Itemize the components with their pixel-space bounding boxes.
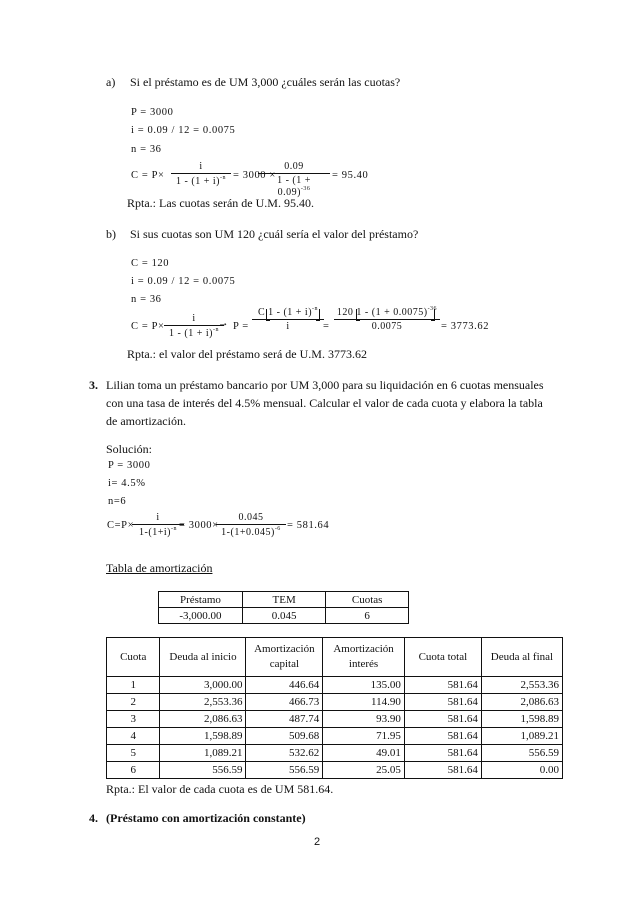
part-b-i-line: i = 0.09 / 12 = 0.0075 [131,276,236,287]
fraction-numerator: i [192,313,196,324]
amortization-header-cell: Amortización capital [246,638,323,677]
summary-value-row [159,608,409,624]
part-a-value-fraction [258,161,330,198]
problem-3-text-line-1: Lilian toma un préstamo bancario por UM 3,000 para su liquidación en 6 cuotas mensuales [106,378,544,392]
fraction-denominator: i [286,321,290,332]
solution-label: Solución: [106,442,153,456]
problem-3-text-line-3: de amortización. [106,414,186,428]
part-b-question: Si sus cuotas son UM 120 ¿cuál sería el valor del préstamo? [130,227,419,241]
part-b-eq-eq: = [323,321,330,332]
problem-4-title: (Préstamo con amortización constante) [106,811,306,825]
fraction-bar [334,319,440,320]
amort-interes-cell: 25.05 [323,762,405,779]
fraction-numerator: 120 $1 - (1 + 0.0075)^{-36}$ [336,306,438,318]
fraction-bar [216,524,286,525]
problem-3-number: 3. [89,378,98,392]
problem-3-p-line: P = 3000 [108,460,151,471]
cuota-cell: 2 [107,694,160,711]
problem-3-answer: Rpta.: El valor de cada cuota es de UM 581.64. [106,782,334,796]
right-bracket [316,309,320,321]
amort-capital-cell: 556.59 [246,762,323,779]
deuda-final-cell: 2,553.36 [481,677,562,694]
amort-capital-cell: 446.64 [246,677,323,694]
part-b-answer: Rpta.: el valor del préstamo será de U.M. 3773.62 [127,347,367,361]
amort-capital-cell: 466.73 [246,694,323,711]
cuota-cell: 3 [107,711,160,728]
deuda-inicio-cell: 2,086.63 [160,711,246,728]
cuota-total-cell: 581.64 [404,677,481,694]
cuota-cell: 4 [107,728,160,745]
part-b-n-line: n = 36 [131,294,162,305]
amort-interes-cell: 135.00 [323,677,405,694]
deuda-inicio-cell: 556.59 [160,762,246,779]
amortization-table [106,637,563,779]
amortization-header-cell: Cuota [107,638,160,677]
fraction-denominator: 0.0075 [371,321,403,332]
problem-3-n-line: n=6 [108,496,127,507]
fraction-denominator: $1 - (1 + 0.09)^{-36}$ [277,175,311,198]
amortization-header-row [107,638,563,677]
part-a-marker: a) [106,75,116,89]
cuota-total-cell: 581.64 [404,762,481,779]
summary-value-cell: 0.045 [242,608,325,624]
summary-table [158,591,409,624]
table-row [107,762,563,779]
cuota-cell: 6 [107,762,160,779]
summary-header-cell: Cuotas [326,592,409,608]
fraction-numerator: 0.045 [238,512,264,523]
part-a-eq-left: C = P× [131,170,165,181]
cuota-cell: 5 [107,745,160,762]
problem-3-eq-result: = 581.64 [287,520,330,531]
left-bracket [266,309,270,321]
fraction-bar [132,524,184,525]
amort-capital-cell: 487.74 [246,711,323,728]
table-row [107,728,563,745]
cuota-total-cell: 581.64 [404,728,481,745]
deuda-inicio-cell: 3,000.00 [160,677,246,694]
fraction-bar [171,173,231,174]
summary-value-cell: 6 [326,608,409,624]
part-a-eq-mid: = 3000 × [233,170,276,181]
deuda-final-cell: 2,086.63 [481,694,562,711]
amort-capital-cell: 509.68 [246,728,323,745]
part-b-c-line: C = 120 [131,258,170,269]
part-b-eq-result: = 3773.62 [441,321,490,332]
fraction-denominator: $1-(1+0.045)^{-6}$ [221,526,281,538]
cuota-total-cell: 581.64 [404,694,481,711]
problem-4-number: 4. [89,811,98,825]
amortization-header-cell: Amortización interés [323,638,405,677]
cuota-cell: 1 [107,677,160,694]
part-b-eq-left: C = P× [131,321,165,332]
fraction-bar [164,325,224,326]
part-a-n-line: n = 36 [131,144,162,155]
table-row [107,711,563,728]
amort-interes-cell: 71.95 [323,728,405,745]
problem-3-formula-fraction [132,512,184,538]
amortization-header-cell: Deuda al final [481,638,562,677]
deuda-final-cell: 1,598.89 [481,711,562,728]
amort-capital-cell: 532.62 [246,745,323,762]
page-number: 2 [314,836,321,848]
deuda-inicio-cell: 1,089.21 [160,745,246,762]
summary-header-cell: TEM [242,592,325,608]
deuda-inicio-cell: 2,553.36 [160,694,246,711]
deuda-inicio-cell: 1,598.89 [160,728,246,745]
summary-value-cell: -3,000.00 [159,608,243,624]
amortization-header-cell: Cuota total [404,638,481,677]
table-title: Tabla de amortización [106,561,213,575]
problem-3-eq-mid: = 3000× [179,520,219,531]
problem-3-eq-left: C=P× [107,520,135,531]
problem-3-i-line: i= 4.5% [108,478,146,489]
amort-interes-cell: 114.90 [323,694,405,711]
right-bracket [431,309,435,321]
part-a-i-line: i = 0.09 / 12 = 0.0075 [131,125,236,136]
deuda-final-cell: 1,089.21 [481,728,562,745]
part-a-eq-result: = 95.40 [332,170,369,181]
problem-3-text-line-2: con una tasa de interés del 4.5% mensual. Calcular el valor de cada cuota y elabora la tabla [106,396,543,410]
table-row [107,677,563,694]
part-b-arrow: → [218,318,230,329]
part-b-solved-fraction [252,306,324,332]
part-b-formula-fraction [164,313,224,339]
summary-header-row [159,592,409,608]
cuota-total-cell: 581.64 [404,745,481,762]
table-row [107,745,563,762]
part-b-marker: b) [106,227,116,241]
summary-header-cell: Préstamo [159,592,243,608]
deuda-final-cell: 556.59 [481,745,562,762]
fraction-denominator: $1-(1+i)^{-n}$ [139,526,177,538]
fraction-numerator: i [156,512,160,523]
problem-3-value-fraction [216,512,286,538]
fraction-denominator: $1 - (1 + i)^{-n}$ [169,327,219,339]
part-a-answer: Rpta.: Las cuotas serán de U.M. 95.40. [127,196,314,210]
part-b-eq-p: P = [233,321,249,332]
deuda-final-cell: 0.00 [481,762,562,779]
cuota-total-cell: 581.64 [404,711,481,728]
left-bracket [356,309,360,321]
fraction-numerator: i [199,161,203,172]
amort-interes-cell: 93.90 [323,711,405,728]
part-a-formula-fraction [171,161,231,187]
fraction-numerator: C $1 - (1 + i)^{-n}$ [257,306,319,318]
amort-interes-cell: 49.01 [323,745,405,762]
fraction-denominator: $1 - (1 + i)^{-n}$ [176,175,226,187]
part-a-p-line: P = 3000 [131,107,174,118]
part-b-value-fraction [334,306,440,332]
amortization-header-cell: Deuda al inicio [160,638,246,677]
fraction-bar [252,319,324,320]
part-a-question: Si el préstamo es de UM 3,000 ¿cuáles serán las cuotas? [130,75,401,89]
fraction-bar [258,173,330,174]
fraction-numerator: 0.09 [284,161,304,172]
table-row [107,694,563,711]
